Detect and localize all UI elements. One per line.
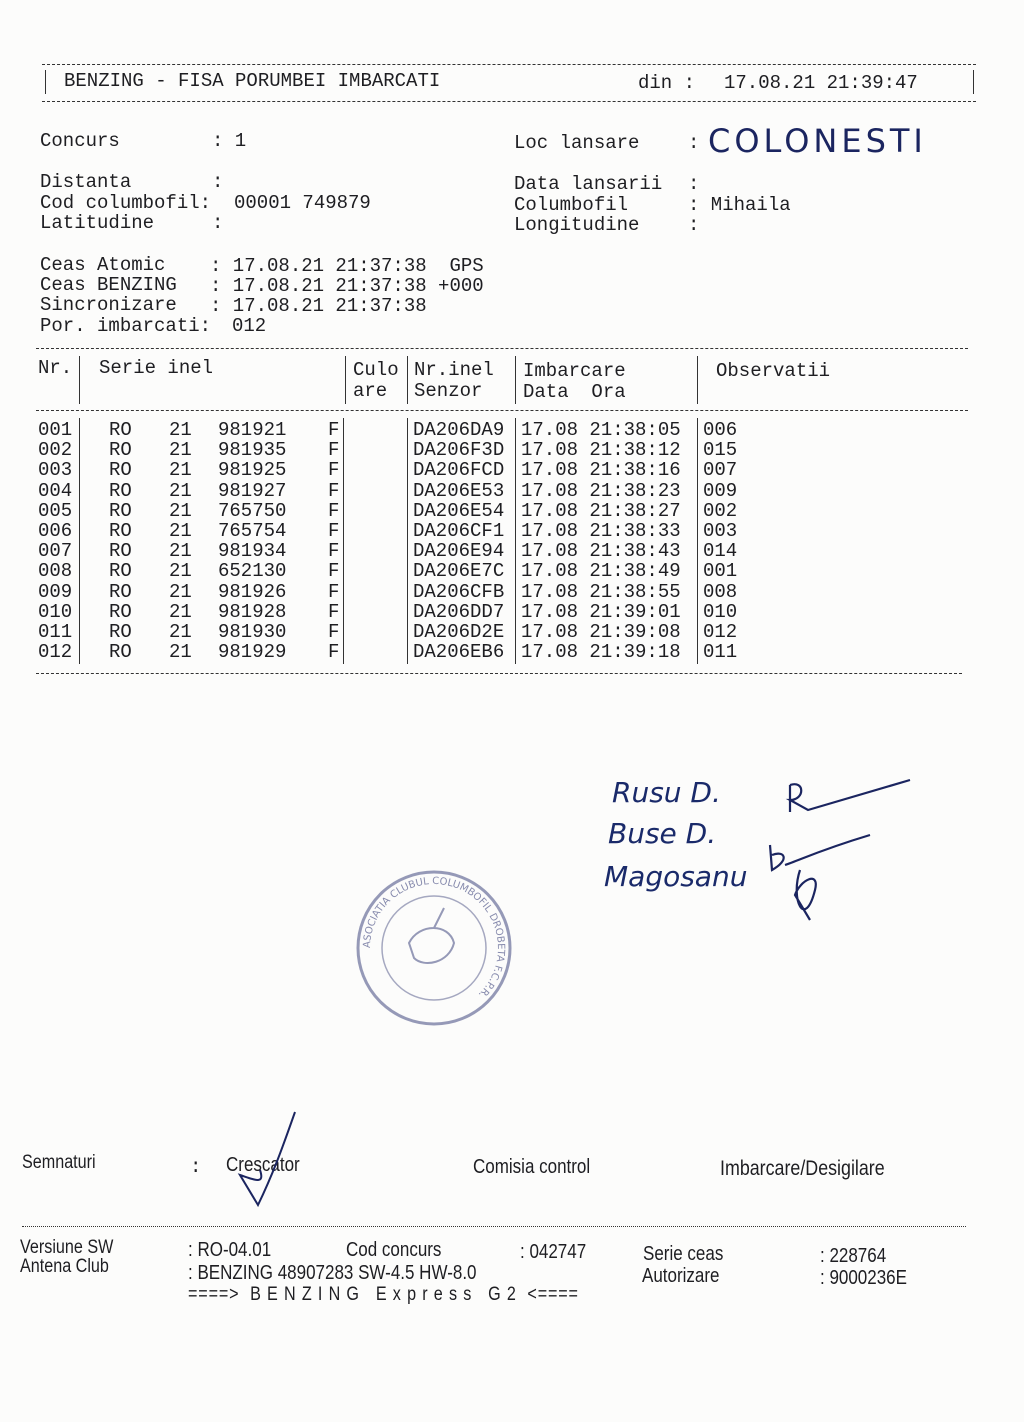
header-nr: Nr. [38,357,73,379]
cell-data: 17.08 21:38:55 [521,580,681,603]
cell-data: 17.08 21:39:08 [521,621,681,643]
comisia-control-label: Comisia control [473,1156,591,1178]
cell-senzor: DA206DA9 [413,419,505,441]
cell-sex: F [328,580,340,603]
loc-lansare-sep: : [688,132,700,154]
col-divider [345,356,346,404]
cell-sex: F [328,621,340,643]
antena-club-label: Antena Club [20,1256,109,1277]
sincronizare-label: Sincronizare [40,294,177,316]
concurs-label: Concurs [40,130,120,152]
cell-sex: F [328,540,340,563]
imbarcare-desigilare-label: Imbarcare/Desigilare [720,1157,885,1180]
concurs-value: : 1 [212,130,247,152]
cell-sex: F [328,641,340,664]
cell-nr: 001 [38,419,73,441]
cell-an: 21 [169,419,192,441]
table-header-rule [36,410,968,411]
latitudine-value: : [212,212,224,234]
cell-tara: RO [109,560,132,583]
cell-nr: 012 [38,641,73,664]
por-imbarcati-value: 012 [232,315,267,337]
ceas-benzing-label: Ceas BENZING [40,274,177,296]
sincronizare-value: : 17.08.21 21:37:38 [210,295,427,317]
cod-columbofil-value: 00001 749879 [234,192,371,214]
cod-concurs-value: : 042747 [520,1241,587,1263]
autorizare-label: Autorizare [642,1265,720,1287]
cell-sex: F [328,459,340,482]
handwritten-signature-name: Buse D. [608,817,717,850]
cell-inel: 981934 [218,540,287,563]
cod-columbofil-label: Cod columbofil: [40,192,212,214]
cell-tara: RO [109,600,132,623]
versiune-value: : RO-04.01 [188,1239,272,1261]
cell-inel: 981927 [218,479,287,502]
date-value: 17.08.21 21:39:47 [724,72,918,94]
cell-obs: 014 [703,540,738,563]
cell-senzor: DA206DD7 [413,600,505,623]
document-title: BENZING - FISA PORUMBEI IMBARCATI [64,70,441,92]
cell-inel: 981929 [218,641,287,664]
cell-senzor: DA206E7C [413,560,505,583]
col-divider [697,356,698,404]
cell-data: 17.08 21:38:49 [521,560,681,583]
cell-senzor: DA206D2E [413,621,505,643]
cell-inel: 765754 [218,520,287,542]
cell-inel: 981921 [218,419,287,441]
distanta-label: Distanta [40,171,132,193]
footer-rule [22,1226,966,1227]
col-divider [515,356,516,404]
col-divider [515,418,516,664]
header-bottom-border [42,101,976,102]
date-label: din : [638,72,696,94]
columbofil-label: Columbofil [514,194,629,216]
cell-obs: 009 [703,479,738,502]
cell-nr: 008 [38,560,73,583]
header-senzor: Senzor [414,380,483,402]
col-divider [697,418,698,664]
longitudine-label: Longitudine [514,214,640,236]
cell-obs: 002 [703,499,738,522]
cell-tara: RO [109,459,132,482]
cell-data: 17.08 21:38:12 [521,439,681,462]
data-lansarii-label: Data lansarii [514,173,663,195]
cell-senzor: DA206CF1 [413,520,505,542]
handwritten-signature-name: Rusu D. [612,776,721,809]
cell-inel: 652130 [218,560,287,583]
cell-inel: 981925 [218,459,287,482]
cell-nr: 010 [38,600,73,623]
header-culoare-1: Culo [353,359,399,381]
cod-concurs-label: Cod concurs [346,1239,442,1261]
header-right-border [973,70,974,94]
table-bottom-rule [36,673,962,674]
cell-tara: RO [109,520,132,542]
distanta-value: : [212,171,224,193]
header-culoare-2: are [353,380,388,402]
cell-senzor: DA206EB6 [413,641,505,664]
semnaturi-label: Semnaturi [22,1152,96,1173]
cell-data: 17.08 21:39:01 [521,600,681,623]
cell-data: 17.08 21:38:43 [521,540,681,563]
cell-tara: RO [109,479,132,502]
cell-obs: 011 [703,641,738,664]
cell-senzor: DA206CFB [413,580,505,603]
cell-an: 21 [169,560,192,583]
por-imbarcati-label: Por. imbarcati: [40,315,212,337]
cell-data: 17.08 21:38:16 [521,459,681,482]
signature-scribbles-icon [760,770,920,940]
table-top-rule [36,348,968,349]
cell-senzor: DA206E94 [413,540,505,563]
cell-an: 21 [169,459,192,482]
cell-nr: 006 [38,520,73,542]
header-observatii: Observatii [716,360,831,382]
autorizare-value: : 9000236E [820,1267,907,1289]
serie-ceas-label: Serie ceas [643,1243,724,1265]
cell-data: 17.08 21:38:27 [521,499,681,522]
antena-club-value: : BENZING 48907283 SW-4.5 HW-8.0 [188,1262,477,1284]
loc-lansare-label: Loc lansare [514,132,640,154]
cell-data: 17.08 21:38:23 [521,479,681,502]
cell-senzor: DA206F3D [413,439,505,462]
ceas-atomic-label: Ceas Atomic [40,254,166,276]
header-data-ora: Data Ora [523,381,626,403]
cell-inel: 765750 [218,499,287,522]
cell-sex: F [328,479,340,502]
cell-an: 21 [169,499,192,522]
handwritten-signature-name: Magosanu [604,860,748,893]
cell-sex: F [328,560,340,583]
cell-an: 21 [169,580,192,603]
cell-obs: 008 [703,580,738,603]
cell-obs: 006 [703,419,738,441]
cell-data: 17.08 21:38:05 [521,419,681,441]
col-divider [407,356,408,404]
stamp-text: ASOCIATIA CLUBUL COLUMBOFIL DROBETA F.C.P.R. [361,875,507,1001]
latitudine-label: Latitudine [40,212,155,234]
cell-data: 17.08 21:38:33 [521,520,681,542]
semnaturi-sep: : [190,1156,202,1178]
col-divider [343,418,344,664]
cell-an: 21 [169,641,192,664]
cell-tara: RO [109,540,132,563]
header-left-border [45,70,46,94]
cell-senzor: DA206E53 [413,479,505,502]
header-serie-inel: Serie inel [99,357,214,379]
cell-tara: RO [109,580,132,603]
cell-tara: RO [109,621,132,643]
cell-an: 21 [169,600,192,623]
cell-obs: 012 [703,621,738,643]
cell-sex: F [328,419,340,441]
header-top-border [42,64,976,65]
cell-inel: 981930 [218,621,287,643]
cell-inel: 981928 [218,600,287,623]
cell-senzor: DA206E54 [413,499,505,522]
cell-nr: 004 [38,479,73,502]
cell-obs: 001 [703,560,738,583]
loc-lansare-handwritten: COLONESTI [708,122,927,160]
cell-an: 21 [169,520,192,542]
cell-sex: F [328,499,340,522]
cell-nr: 002 [38,439,73,462]
crescator-signature-icon [230,1110,300,1220]
cell-obs: 003 [703,520,738,542]
cell-an: 21 [169,479,192,502]
cell-nr: 009 [38,580,73,603]
columbofil-value: : Mihaila [688,194,791,216]
cell-sex: F [328,520,340,542]
cell-data: 17.08 21:39:18 [521,641,681,664]
col-divider [79,356,80,404]
cell-tara: RO [109,419,132,441]
col-divider [407,418,408,664]
cell-senzor: DA206FCD [413,459,505,482]
col-divider [79,418,80,664]
ceas-benzing-value: : 17.08.21 21:37:38 +000 [210,275,484,297]
cell-nr: 007 [38,540,73,563]
cell-sex: F [328,439,340,462]
header-imbarcare: Imbarcare [523,360,626,382]
cell-tara: RO [109,499,132,522]
club-stamp-icon [354,868,514,1028]
cell-sex: F [328,600,340,623]
crescator-label: Crescator [226,1154,300,1176]
longitudine-value: : [688,214,700,236]
cell-tara: RO [109,439,132,462]
cell-nr: 005 [38,499,73,522]
serie-ceas-value: : 228764 [820,1245,887,1267]
cell-obs: 007 [703,459,738,482]
cell-inel: 981935 [218,439,287,462]
cell-nr: 003 [38,459,73,482]
cell-tara: RO [109,641,132,664]
cell-obs: 010 [703,600,738,623]
benzing-express-banner: ====> B E N Z I N G E x p r e s s G 2 <==== [188,1284,579,1305]
ceas-atomic-value: : 17.08.21 21:37:38 GPS [210,255,484,277]
cell-inel: 981926 [218,580,287,603]
cell-obs: 015 [703,439,738,462]
cell-nr: 011 [38,621,73,643]
cell-an: 21 [169,540,192,563]
header-nr-inel: Nr.inel [414,359,494,381]
cell-an: 21 [169,439,192,462]
versiune-label: Versiune SW [20,1237,114,1258]
cell-an: 21 [169,621,192,643]
data-lansarii-value: : [688,173,700,195]
